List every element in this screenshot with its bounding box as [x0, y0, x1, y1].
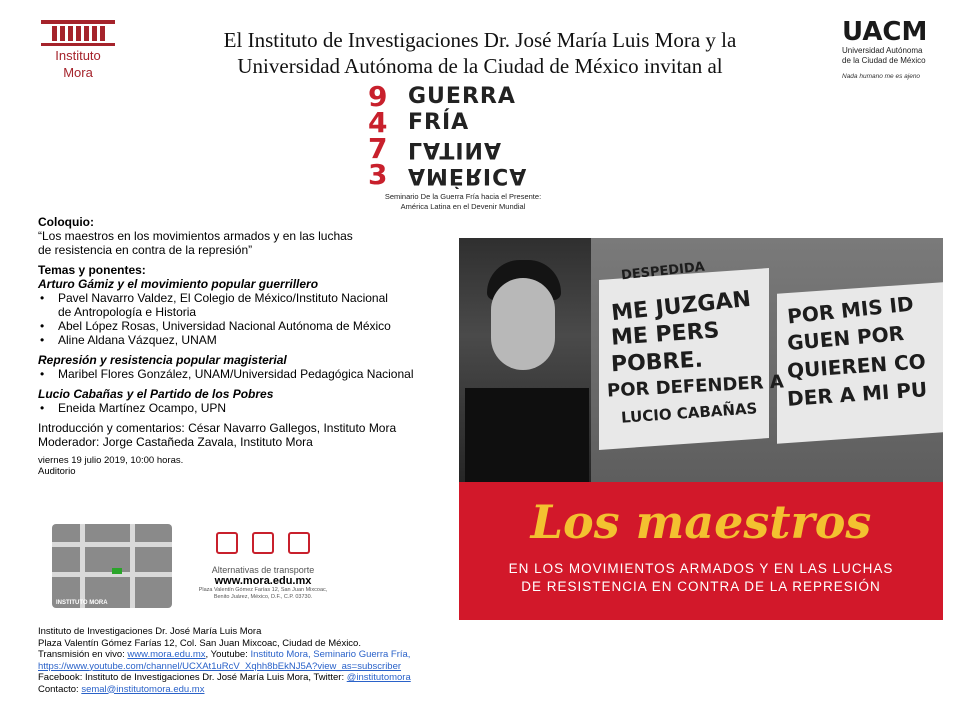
footer-info: [38, 626, 468, 695]
speaker-item: • Eneida Martínez Ocampo, UPN: [38, 401, 458, 415]
youtube-url[interactable]: https://www.youtube.com/channel/UCXAt1uRcV_Xqhh8bEkNJ5A?view_as=subscriber: [38, 660, 402, 672]
logo-roof: [41, 20, 115, 24]
poster-headline-panel: [459, 482, 943, 620]
address-1: Plaza Valentín Gómez Farías 12, San Juan Mixcoac,: [198, 587, 328, 593]
transport-title: Alternativas de transporte: [211, 565, 315, 575]
footer-institute: Instituto de Investigaciones Dr. José María Luis Mora: [38, 626, 262, 637]
seminar-logo: [356, 80, 570, 216]
poster-photo: [459, 238, 943, 482]
speaker-item: • Aline Aldana Vázquez, UNAM: [38, 333, 458, 347]
footer-social: Facebook: Instituto de Investigaciones Dr. José María Luis Mora, Twitter: @institutomora: [38, 672, 411, 683]
live-link[interactable]: www.mora.edu.mx: [127, 649, 206, 660]
footer-contact: Contacto: semal@institutomora.edu.mx: [38, 683, 205, 695]
uacm-name-1: Universidad Autónoma: [842, 46, 923, 55]
uacm-acronym: UACM: [842, 17, 928, 47]
location-map: [52, 524, 172, 608]
topics-label: Temas y ponentes:: [38, 263, 146, 277]
metrobus-park-icon: [288, 532, 310, 554]
speaker-item: • Pavel Navarro Valdez, El Colegio de México/Instituto Nacional: [38, 291, 458, 305]
banner-text: DESPEDIDA: [620, 259, 706, 284]
topic-heading: Arturo Gámiz y el movimiento popular guerrillero: [38, 277, 319, 291]
speaker-list: [38, 401, 458, 415]
metrobus-icon: [252, 532, 274, 554]
seminar-word-flipped: LATINA: [408, 137, 502, 162]
uacm-logo: [842, 18, 960, 82]
speaker-list: [38, 291, 458, 347]
portrait-image: [459, 238, 591, 482]
footer-address: Plaza Valentín Gómez Farías 12, Col. San Juan Mixcoac, Ciudad de México.: [38, 637, 361, 649]
twitter-link[interactable]: @institutomora: [346, 672, 411, 683]
banner-text: POR MIS ID: [786, 291, 915, 329]
banner-text: LUCIO CABAÑAS: [620, 399, 758, 427]
protest-banners-image: [591, 238, 943, 482]
event-venue: Auditorio: [38, 466, 76, 477]
seminar-number: 7: [368, 132, 388, 165]
title-line-2: Universidad Autónoma de la Ciudad de México invitan al: [237, 54, 723, 78]
website-url[interactable]: www.mora.edu.mx: [214, 575, 312, 587]
location-pin-icon: [112, 568, 122, 574]
poster-subtitle-2: DE RESISTENCIA EN CONTRA DE LA REPRESIÓN: [521, 579, 881, 594]
banner-text: DER A MI PU: [786, 377, 928, 411]
speaker-item: • Abel López Rosas, Universidad Nacional Autónoma de México: [38, 319, 458, 333]
seminar-words: [408, 84, 527, 188]
speaker-item-continued: de Antropología e Historia: [58, 305, 197, 319]
logo-name-line-2: Mora: [63, 65, 93, 80]
uacm-motto: Nada humano me es ajeno: [842, 73, 921, 80]
logo-columns-icon: [38, 26, 118, 41]
seminar-number: 9: [368, 80, 388, 113]
moderator: Moderador: Jorge Castañeda Zavala, Instituto Mora: [38, 435, 313, 449]
location-card: [38, 518, 328, 618]
uacm-name-2: de la Ciudad de México: [842, 56, 926, 65]
seminar-caption-2: América Latina en el Devenir Mundial: [400, 202, 526, 211]
topic-heading: Represión y resistencia popular magisterial: [38, 353, 287, 367]
speaker-list: [38, 367, 458, 381]
banner-text: ME JUZGAN: [610, 286, 753, 327]
map-label: INSTITUTO MORA: [56, 600, 108, 606]
colloquium-title-2: de resistencia en contra de la represión”: [38, 243, 253, 257]
banner-text: GUEN POR: [786, 320, 905, 356]
transport-info: [188, 518, 338, 601]
youtube-text[interactable]: Instituto Mora, Seminario Guerra Fría,: [250, 649, 411, 660]
colloquium-details: [38, 215, 458, 477]
intro-comments: Introducción y comentarios: César Navarro Gallegos, Instituto Mora: [38, 421, 397, 435]
seminar-caption-1: Seminario De la Guerra Fría hacia el Presente:: [384, 192, 542, 201]
invitation-title: [160, 27, 800, 79]
speaker-item: • Maribel Flores González, UNAM/Universidad Pedagógica Nacional: [38, 367, 458, 381]
event-date: viernes 19 julio 2019, 10:00 horas.: [38, 455, 184, 466]
footer-stream: Transmisión en vivo: www.mora.edu.mx, Youtube: Instituto Mora, Seminario Guerra Fría,: [38, 649, 411, 660]
contact-email[interactable]: semal@institutomora.edu.mx: [81, 683, 205, 695]
address-2: Benito Juárez, México, D.F., C.P. 03730.: [213, 594, 313, 600]
banner-text: QUIEREN CO: [786, 349, 927, 383]
colloquium-label: Coloquio:: [38, 215, 94, 229]
title-line-1: El Instituto de Investigaciones Dr. José María Luis Mora y la: [223, 28, 737, 52]
seminar-numbers: [368, 80, 388, 191]
poster-subtitle-1: EN LOS MOVIMIENTOS ARMADOS Y EN LAS LUCHAS: [508, 561, 894, 576]
topic-heading: Lucio Cabañas y el Partido de los Pobres: [38, 387, 274, 401]
seminar-number: 3: [368, 158, 388, 191]
seminar-word: GUERRA: [408, 84, 516, 109]
colloquium-title-1: “Los maestros en los movimientos armados y en las luchas: [38, 229, 353, 243]
banner-text: POBRE.: [610, 347, 704, 378]
metro-icon: [216, 532, 238, 554]
logo-name-line-1: Instituto: [55, 48, 101, 63]
banner-text: ME PERS: [610, 318, 721, 351]
seminar-word-flipped: AMÉRICA: [408, 163, 528, 188]
poster-headline: Los maestros: [530, 495, 872, 549]
poster-subtitle: [459, 560, 943, 596]
seminar-caption: [356, 192, 570, 212]
seminar-number: 4: [368, 106, 388, 139]
seminar-word: FRÍA: [408, 110, 470, 135]
banner-text: POR DEFENDER A: [606, 371, 785, 402]
instituto-mora-logo: [38, 20, 118, 80]
logo-base: [41, 43, 115, 46]
